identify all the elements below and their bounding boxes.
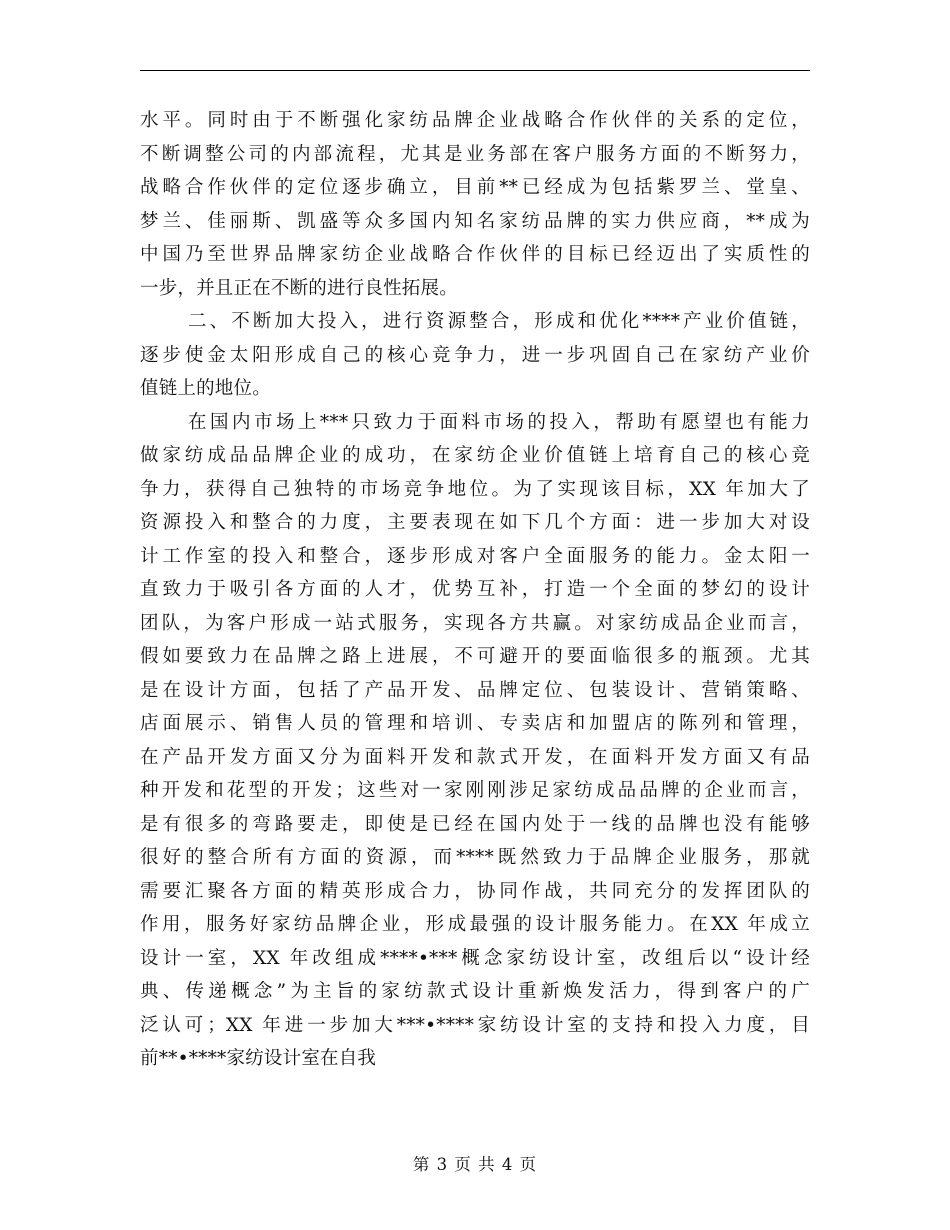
text-line: 逐步使金太阳形成自己的核心竞争力，进一步巩固自己在家纺产业价 (140, 344, 810, 366)
text-line: 典、传递概念”为主旨的家纺款式设计重新焕发活力，得到客户的广 (140, 981, 810, 1002)
text-line: 是在设计方面，包括了产品开发、品牌定位、包装设计、营销策略、 (140, 679, 810, 701)
text-line: 直致力于吸引各方面的人才，优势互补，打造一个全面的梦幻的设计 (140, 579, 810, 600)
text-line: 不断调整公司的内部流程，尤其是业务部在客户服务方面的不断努力， (140, 143, 810, 165)
document-body (140, 104, 810, 1076)
page-number-label: 第 3 页 共 4 页 (412, 1155, 538, 1174)
paragraph-3 (140, 406, 810, 1076)
text-line: 设计一室，XX 年改组成****•***概念家纺设计室，改组后以“设计经 (140, 947, 810, 969)
text-line: 资源投入和整合的力度，主要表现在如下几个方面：进一步加大对设 (140, 512, 810, 533)
text-line: 梦兰、佳丽斯、凯盛等众多国内知名家纺品牌的实力供应商，**成为 (140, 210, 810, 232)
text-line: 需要汇聚各方面的精英形成合力，协同作战，共同充分的发挥团队的 (140, 880, 810, 902)
text-line: 作用，服务好家纺品牌企业，形成最强的设计服务能力。在XX 年成立 (140, 914, 810, 935)
text-line: 假如要致力在品牌之路上进展，不可避开的要面临很多的瓶颈。尤其 (140, 646, 810, 667)
text-line: 种开发和花型的开发；这些对一家刚刚涉足家纺成品品牌的企业而言， (140, 780, 810, 801)
text-line: 水平。同时由于不断强化家纺品牌企业战略合作伙伴的关系的定位， (140, 110, 810, 131)
text-line: 值链上的地位。 (140, 378, 271, 399)
text-line: 二、不断加大投入，进行资源整合，形成和优化****产业价值链， (188, 311, 810, 332)
text-line: 泛认可；XX 年进一步加大***•****家纺设计室的支持和投入力度，目 (140, 1014, 810, 1036)
text-line: 前**•****家纺设计室在自我 (140, 1048, 377, 1069)
text-line: 在国内市场上***只致力于面料市场的投入，帮助有愿望也有能力 (188, 411, 810, 433)
text-line: 中国乃至世界品牌家纺企业战略合作伙伴的目标已经迈出了实质性的 (140, 244, 810, 265)
text-line: 是有很多的弯路要走，即使是已经在国内处于一线的品牌也没有能够 (140, 813, 810, 835)
page-footer (0, 1153, 950, 1177)
text-line: 一步，并且正在不断的进行良性拓展。 (140, 277, 458, 299)
paragraph-2 (140, 305, 810, 406)
text-line: 在产品开发方面又分为面料开发和款式开发，在面料开发方面又有品 (140, 746, 810, 768)
text-line: 计工作室的投入和整合，逐步形成对客户全面服务的能力。金太阳一 (140, 545, 810, 567)
text-line: 店面展示、销售人员的管理和培训、专卖店和加盟店的陈列和管理， (140, 713, 810, 734)
text-line: 很好的整合所有方面的资源，而****既然致力于品牌企业服务，那就 (140, 847, 810, 868)
paragraph-1 (140, 104, 810, 305)
header-rule (140, 70, 810, 71)
text-line: 战略合作伙伴的定位逐步确立，目前**已经成为包括紫罗兰、堂皇、 (140, 177, 810, 198)
text-line: 做家纺成品品牌企业的成功，在家纺企业价值链上培育自己的核心竞 (140, 445, 810, 466)
text-line: 团队，为客户形成一站式服务，实现各方共赢。对家纺成品企业而言， (140, 612, 810, 634)
text-line: 争力，获得自己独特的市场竞争地位。为了实现该目标，XX 年加大了 (140, 478, 810, 500)
